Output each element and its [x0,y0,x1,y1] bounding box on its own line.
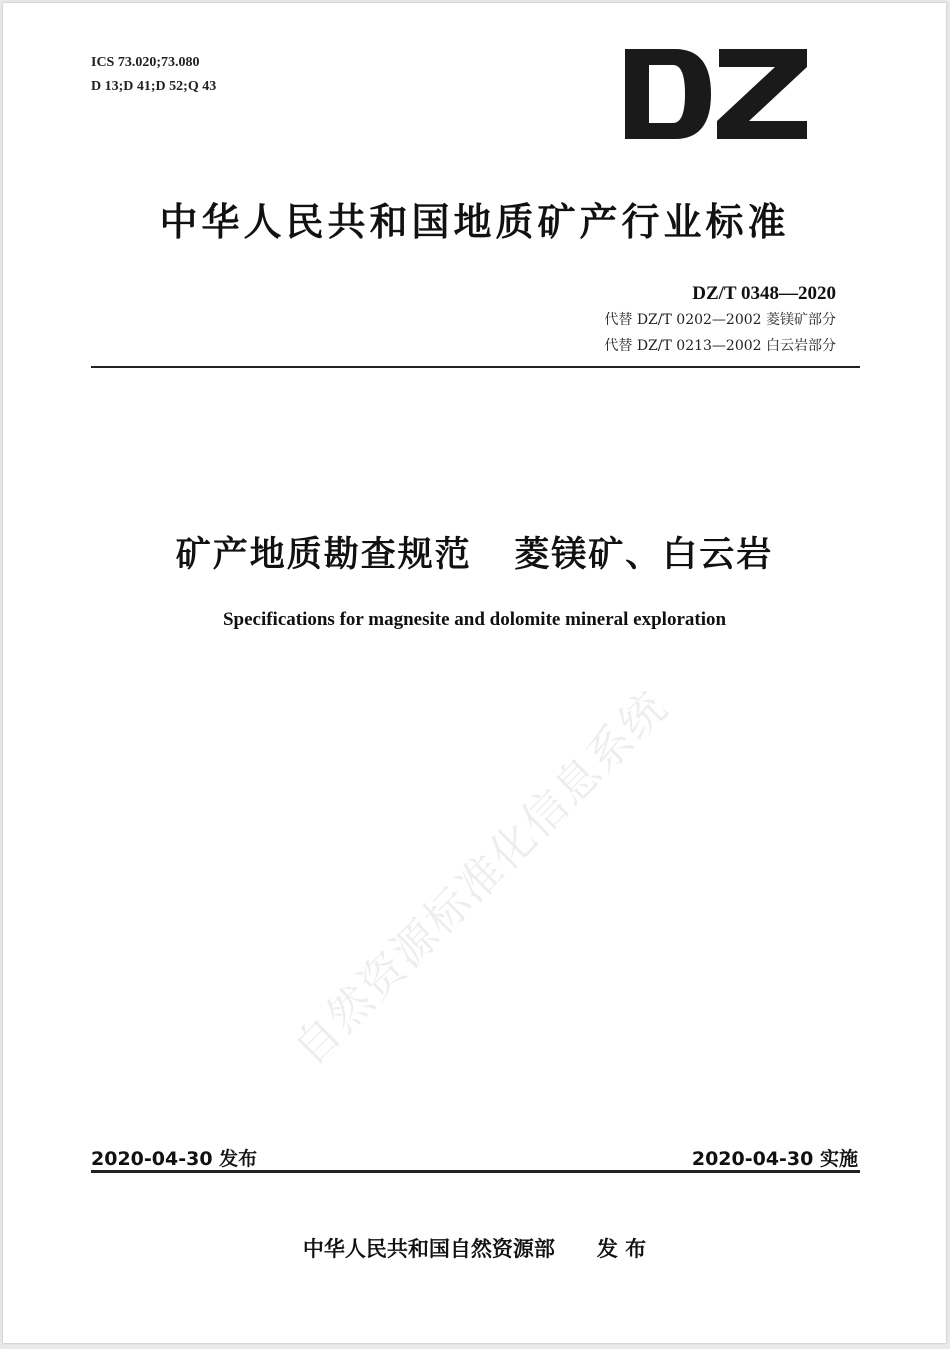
implementation-date: 2020-04-30 实施 [691,1148,858,1170]
header-divider [91,366,860,368]
industry-standard-title: 中华人民共和国地质矿产行业标准 [159,200,790,244]
replaces-line-1: 代替 DZ/T 0202—2002 菱镁矿部分 [604,312,836,328]
standard-cover-page [3,3,946,1343]
publisher-action: 发 布 [596,1237,647,1261]
dz-logo [623,47,809,141]
standard-code: DZ/T 0348—2020 [692,283,836,304]
issue-date: 2020-04-30 发布 [91,1148,258,1170]
document-title-cn: 矿产地质勘查规范 菱镁矿、白云岩 [175,535,774,575]
replaces-line-2: 代替 DZ/T 0213—2002 白云岩部分 [604,338,836,354]
watermark: 自然资源标准化信息系统 [284,681,679,1076]
ccs-code: D 13;D 41;D 52;Q 43 [91,79,217,94]
standard-number-block [604,281,836,359]
publisher-line [3,1233,946,1263]
document-title-en: Specifications for magnesite and dolomite mineral exploration [222,609,727,630]
classification-codes [91,51,216,99]
footer-divider [91,1170,860,1173]
publisher-name: 中华人民共和国自然资源部 [302,1237,555,1261]
ics-code: ICS 73.020;73.080 [91,55,200,70]
